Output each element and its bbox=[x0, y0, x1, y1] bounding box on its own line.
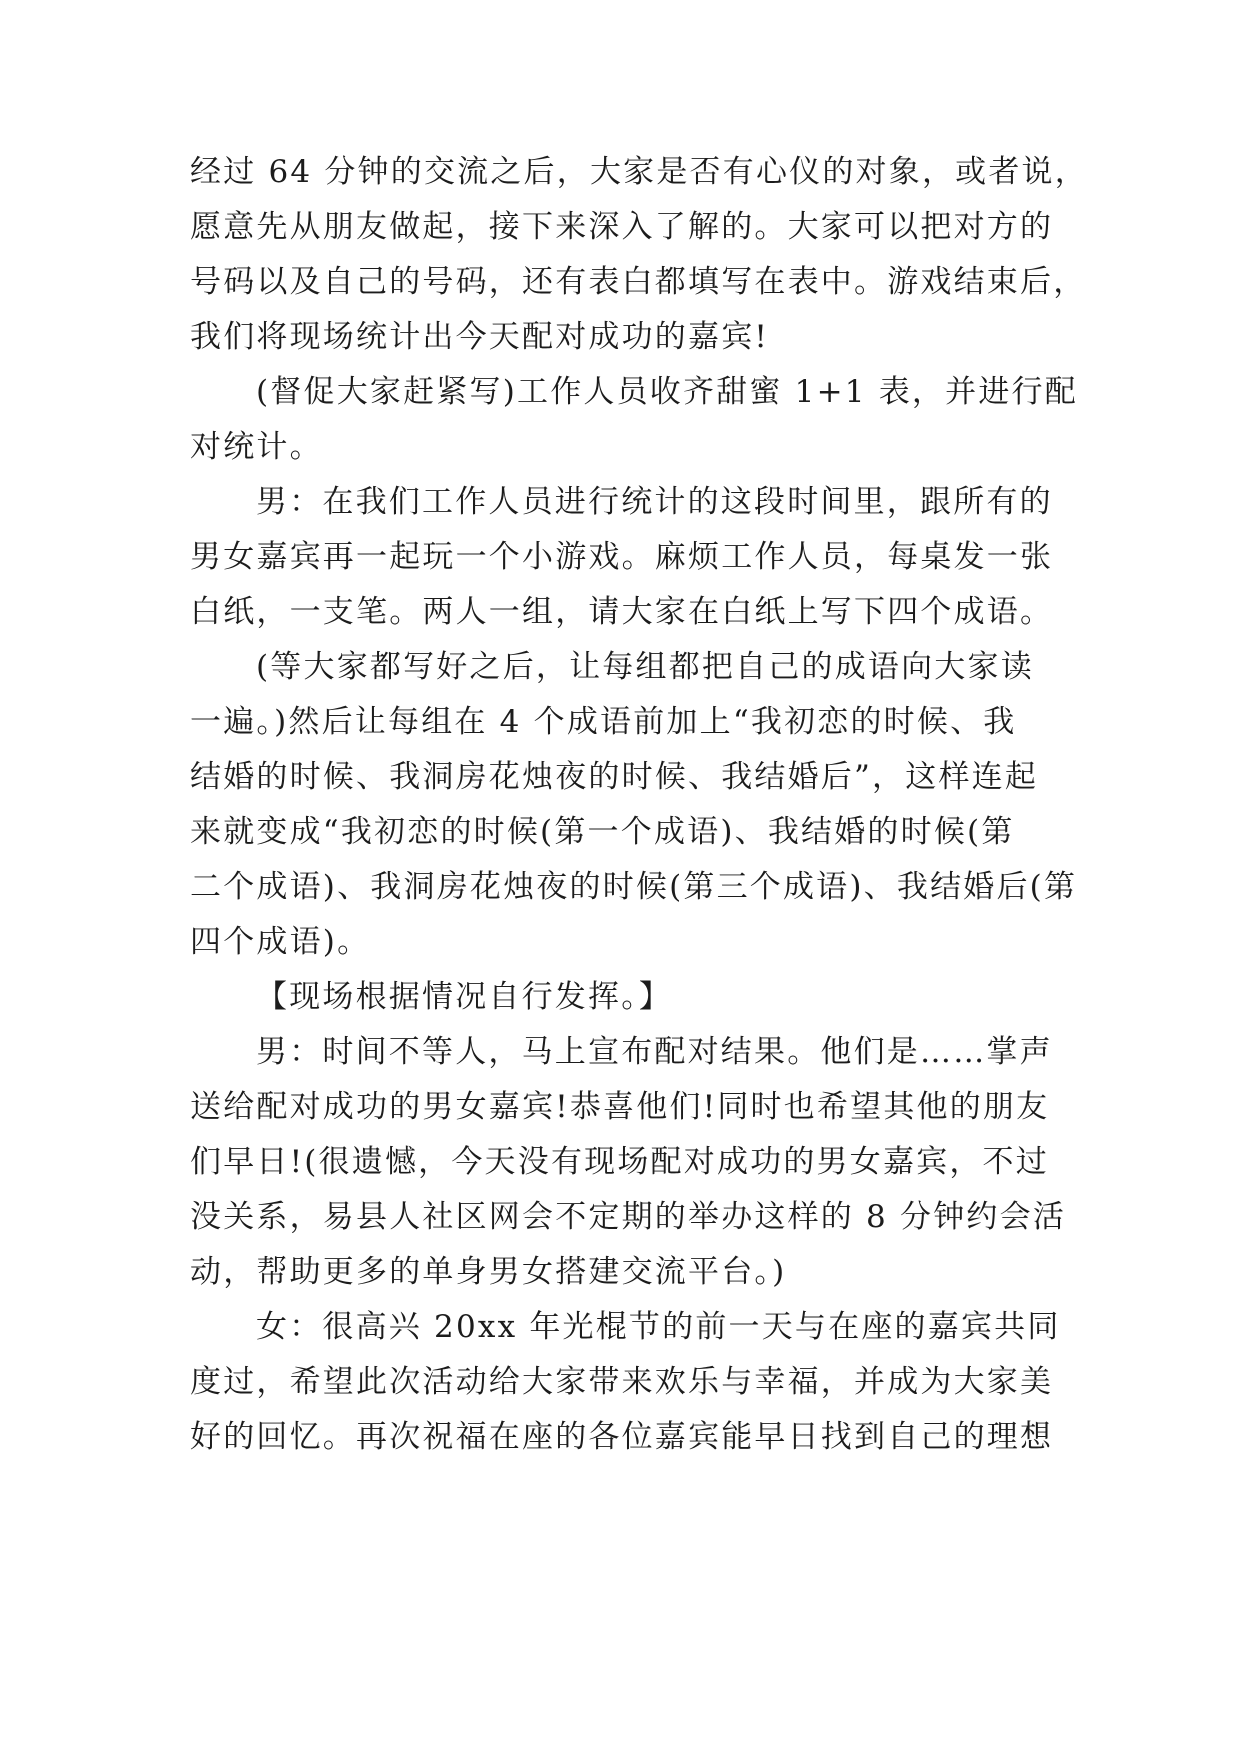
text-line: 【现场根据情况自行发挥。】 bbox=[256, 979, 673, 1015]
text-line: 一遍。)然后让每组在 4 个成语前加上“我初恋的时候、我 bbox=[190, 704, 1017, 740]
text-line: 好的回忆。再次祝福在座的各位嘉宾能早日找到自己的理想 bbox=[190, 1419, 1054, 1455]
text-line: 送给配对成功的男女嘉宾!恭喜他们!同时也希望其他的朋友 bbox=[190, 1089, 1050, 1125]
text-line: (督促大家赶紧写)工作人员收齐甜蜜 1+1 表，并进行配 bbox=[256, 374, 1078, 410]
text-line: 结婚的时候、我洞房花烛夜的时候、我结婚后”，这样连起 bbox=[190, 759, 1039, 795]
text-line: 四个成语)。 bbox=[190, 924, 371, 960]
text-line: 男：在我们工作人员进行统计的这段时间里，跟所有的 bbox=[256, 484, 1053, 520]
text-line: 号码以及自己的号码，还有表白都填写在表中。游戏结束后， bbox=[190, 264, 1087, 300]
text-line: 来就变成“我初恋的时候(第一个成语)、我结婚的时候(第 bbox=[190, 814, 1015, 850]
text-line: 男：时间不等人，马上宣布配对结果。他们是……掌声 bbox=[256, 1034, 1053, 1070]
text-line: (等大家都写好之后，让每组都把自己的成语向大家读 bbox=[256, 649, 1034, 685]
text-line: 二个成语)、我洞房花烛夜的时候(第三个成语)、我结婚后(第 bbox=[190, 869, 1078, 905]
text-line: 度过，希望此次活动给大家带来欢乐与幸福，并成为大家美 bbox=[190, 1364, 1054, 1400]
text-line: 男女嘉宾再一起玩一个小游戏。麻烦工作人员，每桌发一张 bbox=[190, 539, 1054, 575]
text-line: 没关系，易县人社区网会不定期的举办这样的 8 分钟约会活 bbox=[190, 1199, 1067, 1235]
text-line: 白纸，一支笔。两人一组，请大家在白纸上写下四个成语。 bbox=[190, 594, 1054, 630]
text-line: 女：很高兴 20xx 年光棍节的前一天与在座的嘉宾共同 bbox=[256, 1309, 1061, 1345]
text-line: 对统计。 bbox=[190, 429, 323, 465]
text-line: 愿意先从朋友做起，接下来深入了解的。大家可以把对方的 bbox=[190, 209, 1054, 245]
text-line: 经过 64 分钟的交流之后，大家是否有心仪的对象，或者说， bbox=[190, 154, 1088, 190]
text-line: 动，帮助更多的单身男女搭建交流平台。) bbox=[190, 1254, 787, 1290]
text-line: 我们将现场统计出今天配对成功的嘉宾! bbox=[190, 319, 770, 355]
text-line: 们早日!(很遗憾，今天没有现场配对成功的男女嘉宾，不过 bbox=[190, 1144, 1049, 1180]
